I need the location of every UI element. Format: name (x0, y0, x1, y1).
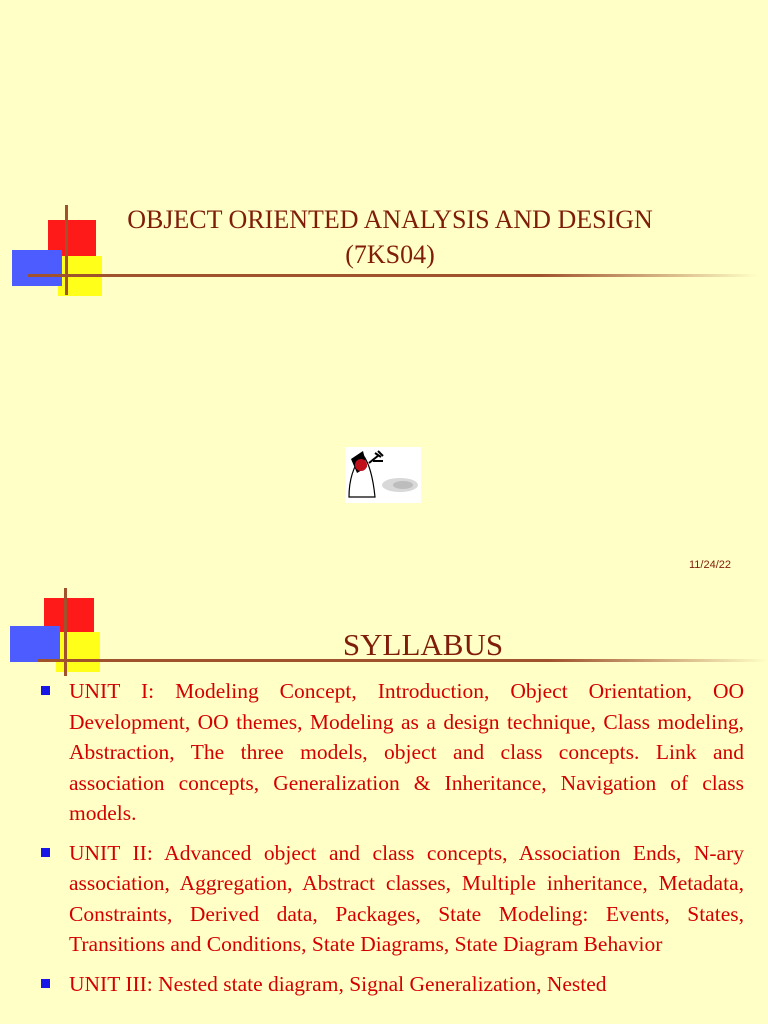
java-duke-mascot-icon (345, 447, 421, 503)
list-item (38, 676, 744, 829)
blue-square (12, 250, 62, 286)
unit-text: UNIT II: Advanced object and class concepts, Association Ends, N-ary association, Aggregation, Abstract classes, Multiple inheritance, Metadata, Constraints, Derived data, Packages, State Modeling: Events, States, Transitions and Conditions, State Diagrams, State Diagram Behavior (69, 840, 744, 956)
slide-date: 11/24/22 (688, 559, 731, 571)
syllabus-title: SYLLABUS (342, 627, 504, 662)
syllabus-list (38, 676, 744, 1008)
list-item (38, 838, 744, 960)
vertical-line (65, 205, 68, 295)
horizontal-line (28, 274, 758, 277)
bullet-square-icon (41, 848, 50, 857)
unit-text: UNIT III: Nested state diagram, Signal Generalization, Nested (69, 971, 607, 996)
slide-title (70, 202, 710, 272)
title-line-1: OBJECT ORIENTED ANALYSIS AND DESIGN (127, 205, 653, 234)
bullet-square-icon (41, 686, 50, 695)
bullet-square-icon (41, 979, 50, 988)
title-line-2: (7KS04) (345, 240, 435, 269)
unit-text: UNIT I: Modeling Concept, Introduction, Object Orientation, OO Development, OO themes, Modeling as a design technique, Class modeling, Abstraction, The three models, object and class concepts. Link and association concepts, Generalization & Inheritance, Navigation of class models. (69, 679, 744, 825)
list-item (38, 969, 744, 1000)
slide-2 (0, 588, 768, 1024)
